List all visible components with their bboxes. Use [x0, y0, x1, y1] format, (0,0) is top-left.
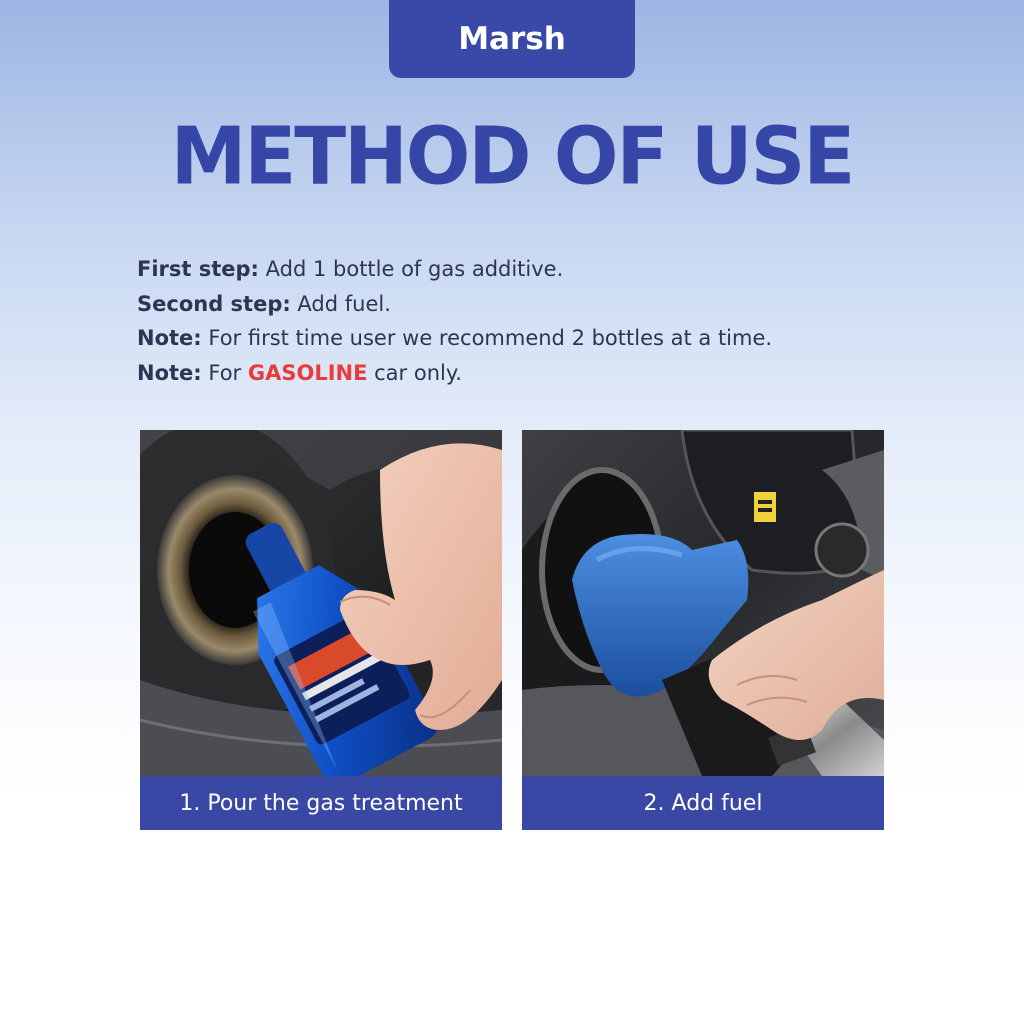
brand-name: Marsh — [458, 21, 566, 57]
step-caption-pour: 1. Pour the gas treatment — [140, 776, 502, 830]
instruction-note-first-time: Note: For first time user we recommend 2 bottles at a time. — [137, 326, 773, 350]
step-panel-pour — [140, 430, 502, 830]
instructions — [137, 252, 957, 390]
step-panel-fuel — [522, 430, 884, 830]
pouring-additive-photo — [140, 430, 502, 776]
brand-tab — [389, 0, 635, 78]
instruction-first-step: First step: Add 1 bottle of gas additive. — [137, 257, 564, 281]
gasoline-highlight: GASOLINE — [247, 360, 368, 385]
page-title: METHOD OF USE — [170, 108, 854, 203]
step-caption-fuel: 2. Add fuel — [522, 776, 884, 830]
fuel-nozzle-photo — [522, 430, 884, 776]
instruction-note-gasoline: Note: For GASOLINE car only. — [137, 360, 462, 385]
instruction-second-step: Second step: Add fuel. — [137, 291, 391, 316]
